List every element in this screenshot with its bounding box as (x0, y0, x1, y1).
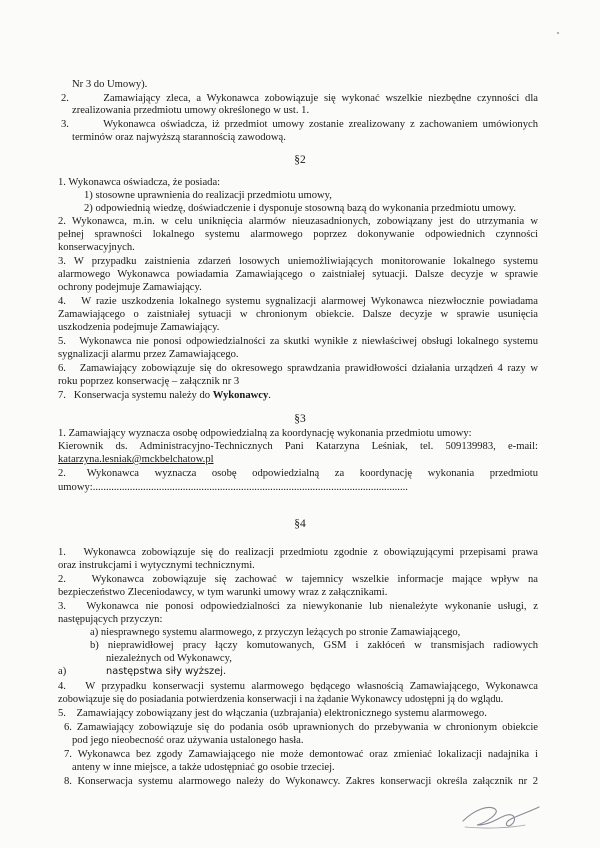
text-line: pod jego nieobecność oraz używania ustalonego hasła. (72, 735, 304, 746)
text-line: Zamawiającego o zaistniałej sytuacji w chronionym obiekcie. Dalsze decyzje w sprawie usunięcia (58, 309, 538, 320)
text-line: 3. Wykonawca oświadcza, iż przedmiot umowy zostanie zrealizowany z zachowaniem umówionych (61, 119, 538, 130)
text-line: 5. Zamawiający zobowiązany jest do włączania (uzbrajania) elektronicznego systemu alarmowego. (58, 708, 487, 719)
text-line: bezpieczeństwo Zleceniodawcy, w tym warunki umowy wraz z załącznikami. (58, 587, 388, 598)
text-fragment: . (268, 390, 271, 401)
bold-text: Wykonawcy (212, 390, 269, 401)
text-line: 1. Zamawiający wyznacza osobę odpowiedzialną za koordynację wykonania przedmiotu umowy: (58, 428, 472, 439)
scan-speck (557, 32, 559, 34)
text-line (58, 389, 271, 402)
signature-paraph (455, 795, 545, 835)
text-line: 4. W razie uszkodzenia lokalnego systemu sygnalizacji alarmowej Wykonawca niezwłocznie powiadama (58, 296, 538, 307)
text-line: 6. Zamawiający zobowiązuje się do okresowego sprawdzania prawidłowości działania urządzeń 4 razy w (58, 363, 538, 374)
text-line: 5. Wykonawca nie ponosi odpowiedzialności za skutki wynikłe z niewłaściwej obsługi lokalnego systemu (58, 336, 538, 347)
text-line: Kierownik ds. Administracyjno-Technicznych Pani Katarzyna Leśniak, tel. 509139983, e-mail: (58, 441, 538, 452)
text-line: sygnalizacji alarmu przez Zamawiającego. (58, 349, 239, 360)
text-line: 7. Wykonawca bez zgody Zamawiającego nie może demontować oraz zmieniać lokalizacji nadajnika i (64, 749, 538, 760)
section-heading-2: §2 (294, 154, 306, 166)
text-line: 2) odpowiednią wiedzę, doświadczenie i dysponuje stosowną bazą do wykonania przedmiotu umowy. (84, 203, 517, 214)
text-line: następujących przyczyn: (58, 614, 163, 625)
text-line: terminów oraz najwyższą starannością zawodową. (72, 132, 286, 143)
section-heading-3: §3 (294, 413, 306, 425)
text-line: 2. Zamawiający zleca, a Wykonawca zobowiązuje się wykonać wszelkie niezbędne czynności dla (61, 93, 538, 104)
text-line: uszkodzenia podejmuje Zamawiający. (58, 322, 220, 333)
text-line: oraz instrukcjami i wytycznymi technicznymi. (58, 560, 255, 571)
text-line: 1. Wykonawca zobowiązuje się do realizacji przedmiotu zgodnie z obowiązującymi przepisami prawa (58, 547, 538, 558)
section-heading-4: §4 (294, 518, 306, 530)
text-line: 6. Zamawiający zobowiązuje się do podania osób uprawnionych do przebywania w chronionym obiekcie (64, 722, 538, 733)
text-line: następstwa siły wyższej. (106, 666, 227, 677)
text-fragment: 7. Konserwacja systemu należy do (58, 390, 213, 401)
text-line: zrealizowania przedmiotu umowy określonego w ust. 1. (72, 105, 310, 116)
text-line: umowy:....................................................................................................................... (58, 482, 408, 493)
text-line: 3. W przypadku zaistnienia zdarzeń losowych uniemożliwiających monitorowanie lokalnego systemu (58, 256, 538, 267)
text-line: 8. Konserwacja systemu alarmowego należy do Wykonawcy. Zakres konserwacji określa załącznik nr 2 (64, 776, 538, 787)
text-line: 4. W przypadku konserwacji systemu alarmowego będącego własnością Zamawiającego, Wykonawca (58, 681, 538, 692)
text-line: b) nieprawidłowej pracy łączy komutowanych, GSM i zakłóceń w transmisjach radiowych (90, 640, 538, 651)
text-line: alarmowego Wykonawca powiadamia Zamawiającego o zaistniałej sytuacji. Dalsze decyzje w sprawie (58, 269, 538, 280)
list-label: a) (58, 666, 67, 677)
text-line: 3. Wykonawca nie ponosi odpowiedzialności za niewykonanie lub nienależyte wykonanie usługi, z (58, 601, 538, 612)
text-line: 2. Wykonawca, m.in. w celu uniknięcia alarmów nieuzasadnionych, zobowiązany jest do utrzymania w (58, 216, 538, 227)
text-line: 2. Wykonawca zobowiązuje się zachować w tajemnicy wszelkie informacje mające wpływ na (58, 574, 538, 585)
text-line: ochrony podejmuje Zamawiający. (58, 282, 202, 293)
text-line: 2. Wykonawca wyznacza osobę odpowiedzialną za koordynację wykonania przedmiotu (58, 468, 538, 479)
text-line: konserwacyjnych. (58, 242, 135, 253)
text-line: zobowiązuje się do posiadania potwierdzenia konserwacji i na żądanie Wykonawcy udostępni ją do wglądu. (58, 694, 504, 705)
text-line: niezależnych od Wykonawcy, (106, 653, 232, 664)
text-line: a) niesprawnego systemu alarmowego, z przyczyn leżących po stronie Zamawiającego, (90, 627, 461, 638)
text-line: pełnej sprawności lokalnego systemu alarmowego poprzez dokonywanie odpowiednich czynności (58, 229, 538, 240)
email-link[interactable]: katarzyna.lesniak@mckbelchatow.pl (58, 454, 214, 465)
text-line: Nr 3 do Umowy). (72, 79, 148, 90)
text-line: 1. Wykonawca oświadcza, że posiada: (58, 177, 221, 188)
text-line: roku poprzez konserwację – załącznik nr 3 (58, 376, 240, 387)
text-line: 1) stosowne uprawnienia do realizacji przedmiotu umowy, (84, 190, 332, 201)
text-line: anteny w inne miejsce, a także udostępniać go osobie trzeciej. (72, 762, 335, 773)
